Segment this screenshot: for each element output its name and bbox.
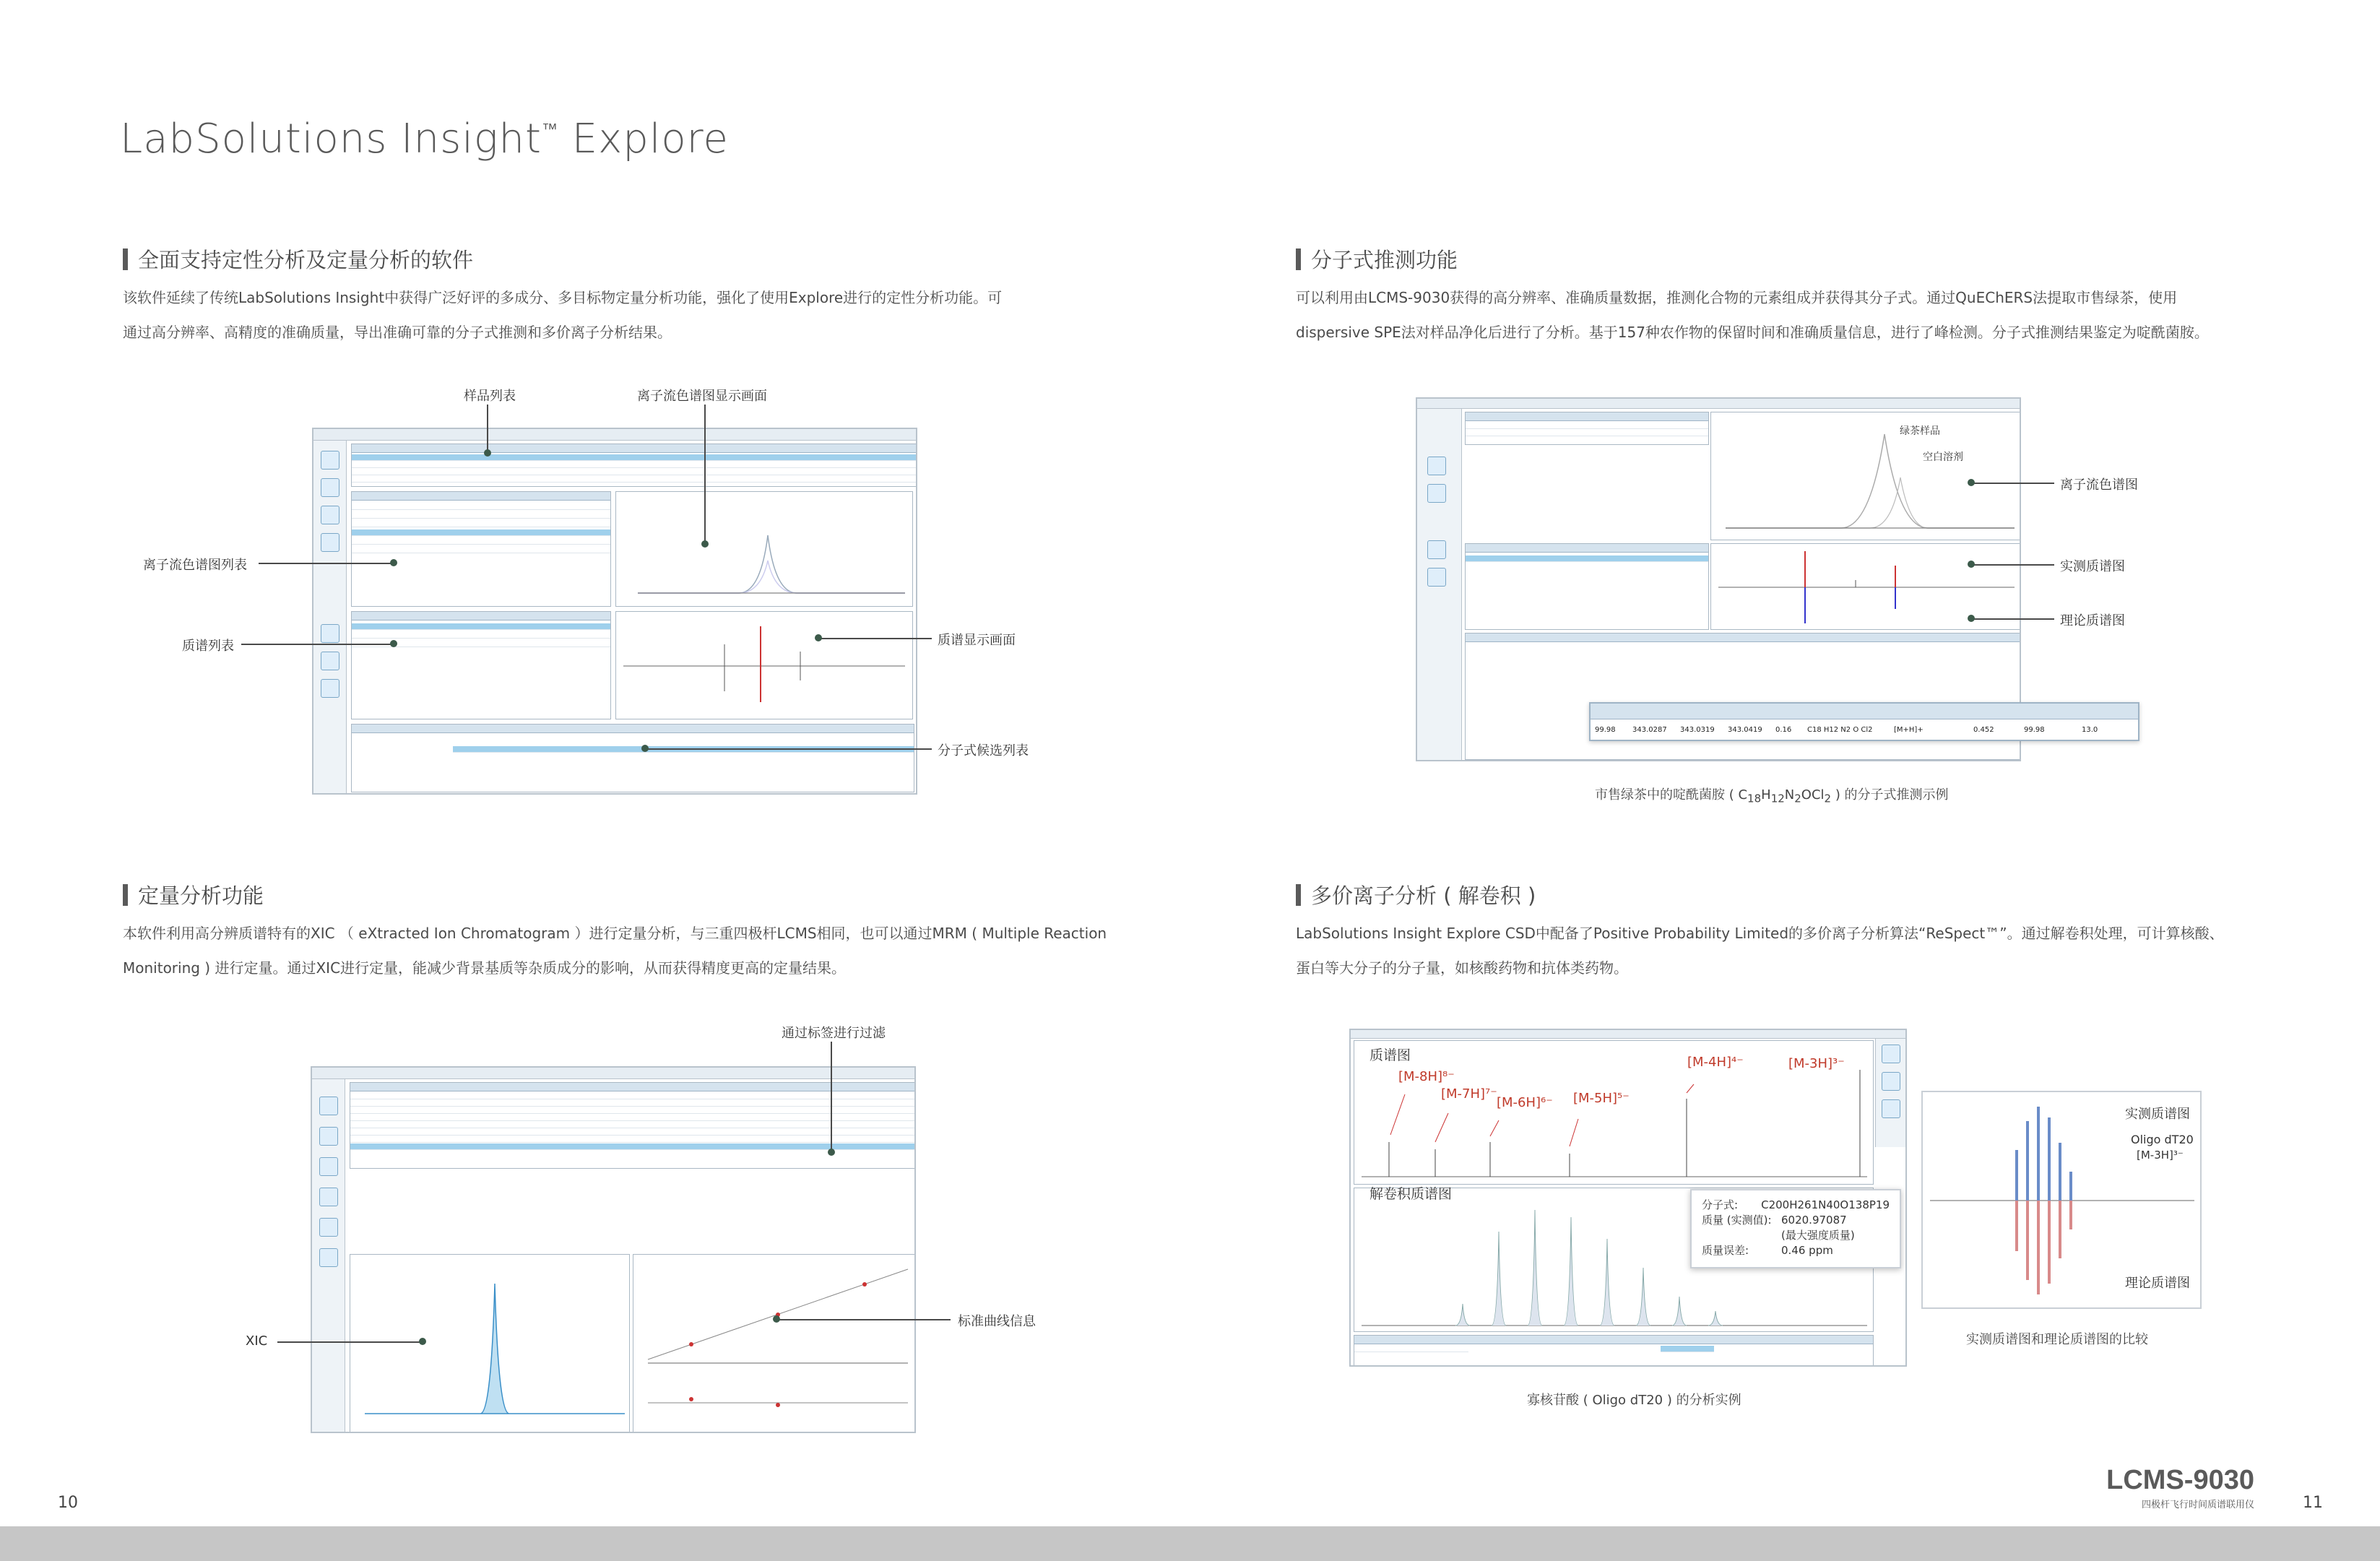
page-number-right: 11	[2303, 1494, 2323, 1512]
brand-subtitle: 四极杆飞行时间质谱联用仪	[2141, 1500, 2254, 1510]
label-compare-ion: [M-3H]³⁻	[2137, 1149, 2184, 1162]
ion-label: [M-6H]⁶⁻	[1497, 1095, 1553, 1110]
ion-label: [M-7H]⁷⁻	[1441, 1086, 1497, 1102]
page-title: LabSolutions Insight™ Explore	[120, 116, 729, 163]
label-compound: Oligo dT20	[2131, 1133, 2194, 1146]
page-number-left: 10	[58, 1494, 78, 1512]
screenshot-software-overview	[312, 428, 917, 795]
section-formula-text: 可以利用由LCMS-9030获得的高分辨率、准确质量数据，推测化合物的元素组成并获得其分子式。通过QuEChERS法提取市售绿茶，使用 dispersive SPE法对样品净化后进行了分析。基于157种农作物的保留时间和准确质量信息，进行了峰检测。分子式推测结果鉴定为啶酰菌胺。	[1296, 289, 2209, 341]
footer-bar	[0, 1526, 2380, 1561]
label-ms: 质谱图	[1369, 1047, 1411, 1063]
callout-sample-list: 样品列表	[464, 389, 516, 404]
section-title-multicharge: 多价离子分析 ( 解卷积 )	[1296, 880, 1536, 909]
section-software-text: 该软件延续了传统LabSolutions Insight中获得广泛好评的多成分、多目标物定量分析功能，强化了使用Explore进行的定性分析功能。可 通过高分辨率、高精度的准确质量，导出准确可靠的分子式推测和多价离子分析结果。	[123, 289, 1003, 341]
ion-label: [M-5H]⁵⁻	[1573, 1091, 1630, 1106]
callout-measured: 实测质谱图	[2060, 559, 2125, 574]
table-cell: 99.98	[2024, 725, 2045, 734]
xic-peak-chart	[350, 1255, 631, 1433]
label-compare-measured: 实测质谱图	[2125, 1107, 2190, 1122]
caption-deconv: 寡核苷酸 ( Oligo dT20 ) 的分析实例	[1527, 1393, 1741, 1408]
ion-label: [M-8H]⁸⁻	[1398, 1069, 1455, 1084]
formula-result-table	[1589, 702, 2139, 741]
callout-xic-3: XIC	[246, 1333, 268, 1349]
label-deconv: 解卷积质谱图	[1369, 1186, 1453, 1202]
caption-compare: 实测质谱图和理论质谱图的比较	[1966, 1332, 2148, 1347]
table-cell: 343.0419	[1728, 725, 1762, 734]
ms-chart-preview	[616, 612, 914, 720]
table-cell: 343.0287	[1632, 725, 1667, 734]
section-multicharge-text: LabSolutions Insight Explore CSD中配备了Positive Probability Limited的多价离子分析算法“ReSpect™”。通过解卷积处理，可计算核酸、 蛋白等大分子的分子量，如核酸药物和抗体类药物。	[1296, 925, 2224, 977]
table-cell: C18 H12 N2 O Cl2	[1807, 725, 1873, 734]
callout-ms-display: 质谱显示画面	[938, 633, 1016, 648]
xic-overlay-chart	[1711, 412, 2021, 541]
table-cell: 0.16	[1775, 725, 1792, 734]
section-quant-text: 本软件利用高分辨质谱特有的XIC （ eXtracted Ion Chromatogram ）进行定量分析，与三重四极杆LCMS相同，也可以通过MRM ( Multiple Reaction Monitoring ) 进行定量。通过XIC进行定量，能减少背景基质等杂质成分的影响，从而获得精度更高的定量结果。	[123, 925, 1107, 977]
label-blank: 空白溶剂	[1923, 451, 1963, 463]
label-green-tea: 绿茶样品	[1900, 425, 1940, 437]
callout-formula-list: 分子式候选列表	[938, 743, 1029, 758]
brand-logo: LCMS-9030	[2106, 1465, 2254, 1495]
callout-xic-2: 离子流色谱图	[2060, 477, 2138, 493]
callout-filter: 通过标签进行过滤	[782, 1026, 886, 1041]
section-title-quant: 定量分析功能	[123, 880, 264, 909]
label-compare-theory: 理论质谱图	[2125, 1276, 2190, 1291]
screenshot-quantitation	[311, 1066, 916, 1433]
calibration-curve-chart	[633, 1255, 916, 1433]
callout-cal: 标准曲线信息	[958, 1314, 1036, 1329]
ion-label: [M-4H]⁴⁻	[1687, 1055, 1744, 1070]
ion-label: [M-3H]³⁻	[1788, 1056, 1845, 1071]
callout-theory: 理论质谱图	[2060, 613, 2125, 628]
callout-xic-display: 离子流色谱图显示画面	[637, 389, 767, 404]
table-cell: 13.0	[2082, 725, 2098, 734]
callout-xic-list: 离子流色谱图列表	[143, 558, 247, 573]
table-cell: 343.0319	[1680, 725, 1715, 734]
callout-ms-list: 质谱列表	[182, 639, 234, 654]
caption-formula: 市售绿茶中的啶酰菌胺 ( $C_{18}H_{12}N_2OCl_2$ ) 的分子式推测示例	[1595, 787, 1949, 805]
table-cell: 0.452	[1973, 725, 1994, 734]
table-cell: [M+H]+	[1894, 725, 1924, 734]
section-title-formula: 分子式推测功能	[1296, 244, 1458, 274]
section-title-software: 全面支持定性分析及定量分析的软件	[123, 244, 473, 274]
xic-chart-preview	[616, 492, 914, 607]
info-box: 分子式: C200H261N40O138P19 质量 (实测值): 6020.97087 (最大强度质量) 质量误差: 0.46 ppm	[1690, 1189, 1901, 1268]
table-cell: 99.98	[1595, 725, 1616, 734]
